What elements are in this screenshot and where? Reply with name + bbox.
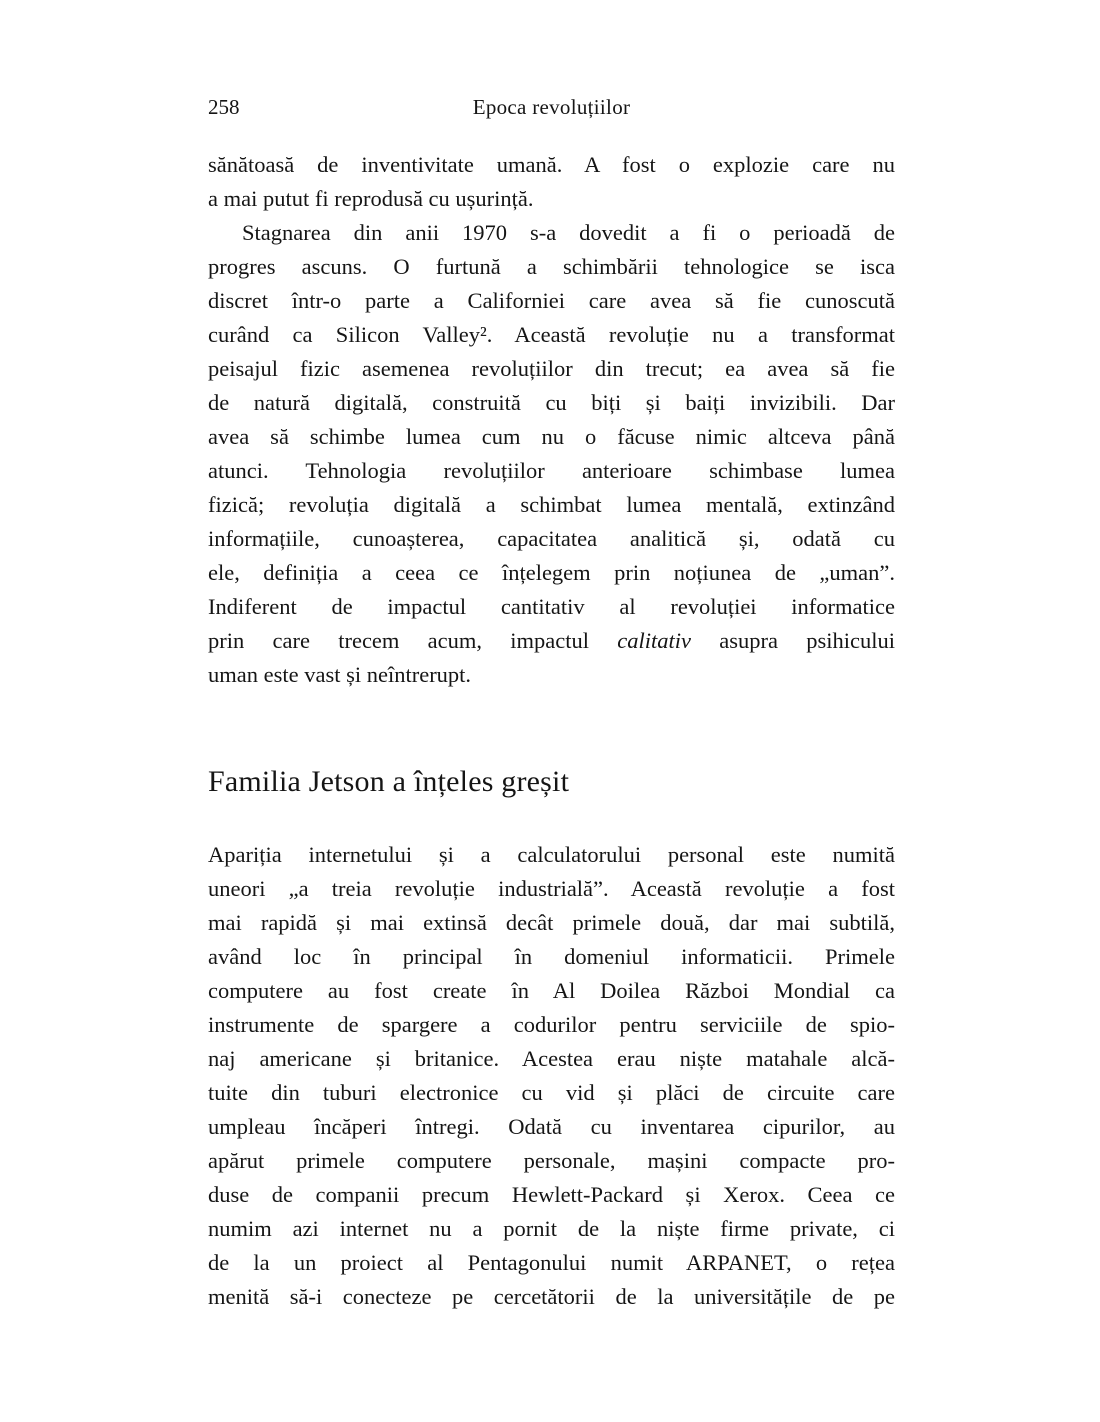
text-line: [208, 974, 895, 1008]
page-body: [208, 148, 895, 1314]
text-segment: Apariția internetului și a calculatorului personal este numită: [208, 842, 895, 867]
text-line: [208, 590, 895, 624]
running-title: Epoca revoluțiilor: [472, 95, 631, 119]
text-segment: asupra psihicului: [691, 628, 895, 653]
text-segment: Indiferent de impactul cantitativ al revoluției informatice: [208, 594, 895, 619]
text-segment: tuite din tuburi electronice cu vid și plăci de circuite care: [208, 1080, 895, 1105]
text-line: [208, 454, 895, 488]
text-segment: umpleau încăperi întregi. Odată cu inventarea cipurilor, au: [208, 1114, 895, 1139]
text-segment: curând ca Silicon Valley². Această revoluție nu a transformat: [208, 322, 895, 347]
text-segment: mai rapidă și mai extinsă decât primele două, dar mai subtilă,: [208, 910, 895, 935]
text-line: [208, 838, 895, 872]
text-segment: uneori „a treia revoluție industrială”. Această revoluție a fost: [208, 876, 895, 901]
text-line: [208, 148, 895, 182]
text-line: [208, 1212, 895, 1246]
text-segment: având loc în principal în domeniul informaticii. Primele: [208, 944, 895, 969]
text-segment: peisajul fizic asemenea revoluțiilor din trecut; ea avea să fie: [208, 356, 895, 381]
section-heading: Familia Jetson a înțeles greșit: [208, 765, 570, 798]
text-line: [208, 1076, 895, 1110]
text-line: [208, 352, 895, 386]
text-line: [208, 1110, 895, 1144]
text-line: [208, 1280, 895, 1314]
text-segment: progres ascuns. O furtună a schimbării tehnologice se isca: [208, 254, 895, 279]
text-line: [208, 1042, 895, 1076]
text-line: [208, 420, 895, 454]
text-segment: instrumente de spargere a codurilor pentru serviciile de spio-: [208, 1012, 895, 1037]
italic-text: calitativ: [617, 628, 691, 653]
text-line: [208, 556, 895, 590]
text-line: [208, 1008, 895, 1042]
text-line: [208, 182, 895, 216]
text-line: [208, 1178, 895, 1212]
text-segment: uman este vast și neîntrerupt.: [208, 662, 472, 687]
text-line: [208, 1246, 895, 1280]
text-segment: prin care trecem acum, impactul: [208, 628, 618, 653]
text-line: [208, 284, 895, 318]
page-header: [208, 94, 895, 120]
text-segment: numim azi internet nu a pornit de la niște firme private, ci: [208, 1216, 895, 1241]
text-line: [208, 940, 895, 974]
text-segment: menită să-i conecteze pe cercetătorii de la universitățile de pe: [208, 1284, 895, 1309]
text-segment: computere au fost create în Al Doilea Război Mondial ca: [208, 978, 895, 1003]
text-line: [208, 318, 895, 352]
text-segment: discret într-o parte a Californiei care avea să fie cunoscută: [208, 288, 895, 313]
text-line: [208, 906, 895, 940]
text-line: [208, 386, 895, 420]
text-segment: Stagnarea din anii 1970 s-a dovedit a fi o perioadă de: [242, 220, 895, 245]
text-segment: de la un proiect al Pentagonului numit ARPANET, o rețea: [208, 1250, 895, 1275]
text-line: [208, 658, 895, 692]
text-line: [208, 250, 895, 284]
text-line: [208, 1144, 895, 1178]
text-line: [208, 872, 895, 906]
text-line: [208, 216, 895, 250]
paragraph: [208, 148, 895, 216]
text-segment: a mai putut fi reprodusă cu ușurință.: [208, 186, 534, 211]
text-segment: apărut primele computere personale, mașini compacte pro-: [208, 1148, 895, 1173]
text-segment: naj americane și britanice. Acestea erau niște matahale alcă-: [208, 1046, 895, 1071]
text-segment: sănătoasă de inventivitate umană. A fost o explozie care nu: [208, 152, 895, 177]
paragraph: [208, 216, 895, 692]
text-segment: fizică; revoluția digitală a schimbat lumea mentală, extinzând: [208, 492, 895, 517]
text-line: [208, 488, 895, 522]
text-line: [208, 522, 895, 556]
text-segment: atunci. Tehnologia revoluțiilor anterioare schimbase lumea: [208, 458, 895, 483]
text-segment: ele, definiția a ceea ce înțelegem prin noțiunea de „uman”.: [208, 560, 895, 585]
paragraph: [208, 838, 895, 1314]
text-segment: informațiile, cunoașterea, capacitatea analitică și, odată cu: [208, 526, 895, 551]
text-segment: duse de companii precum Hewlett-Packard și Xerox. Ceea ce: [208, 1182, 895, 1207]
text-segment: de natură digitală, construită cu biți și baiți invizibili. Dar: [208, 390, 895, 415]
text-line: [208, 624, 895, 658]
page-number: 258: [208, 95, 240, 119]
text-segment: avea să schimbe lumea cum nu o făcuse nimic altceva până: [208, 424, 895, 449]
